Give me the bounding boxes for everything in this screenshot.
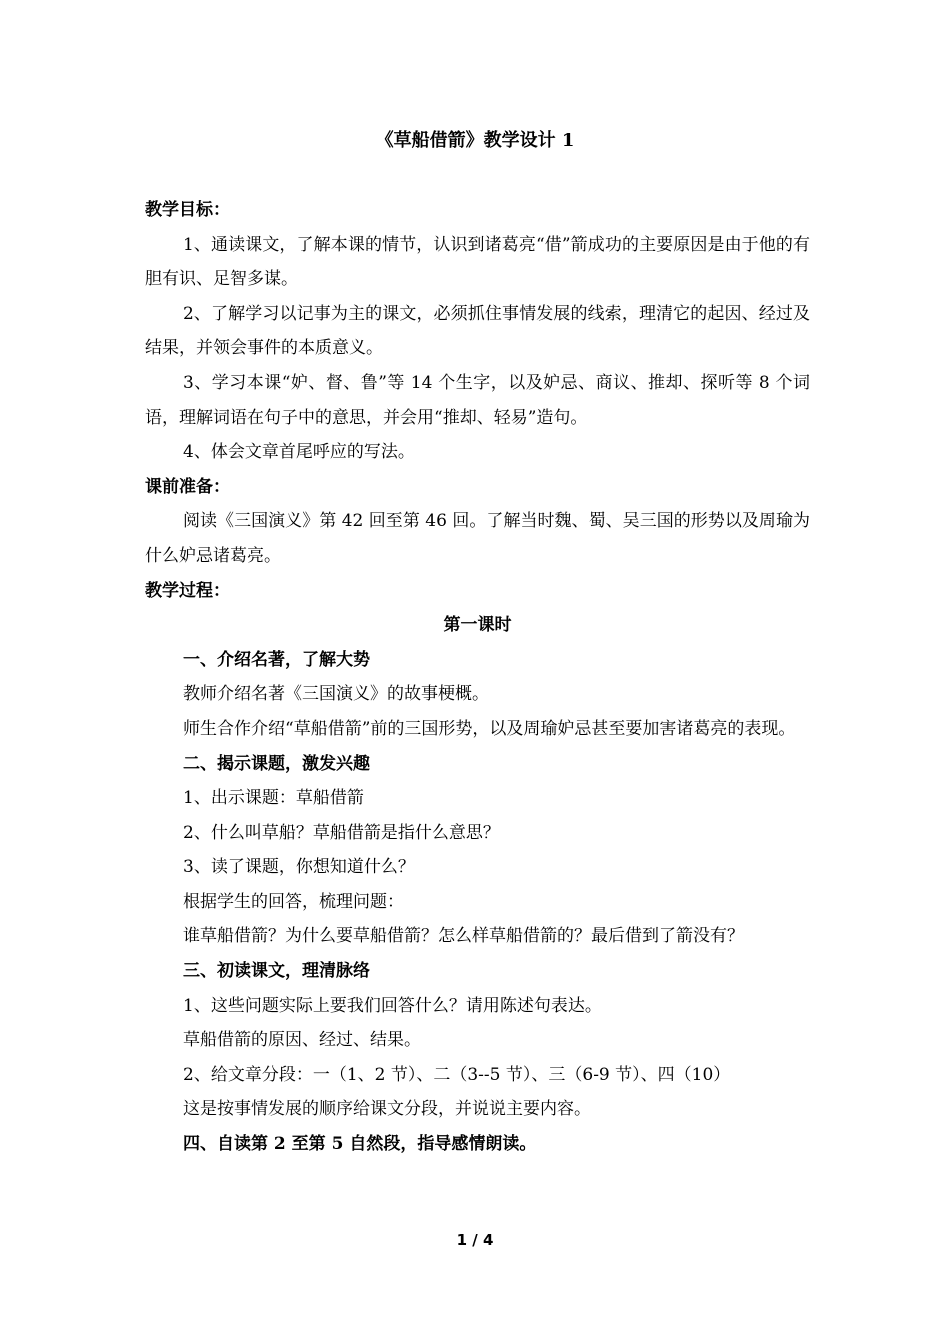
paragraph: 教师介绍名著《三国演义》的故事梗概。 xyxy=(183,684,489,705)
paragraph: 1、通读课文，了解本课的情节，认识到诸葛亮“借”箭成功的主要原因是由于他的有胆有识、足智多谋。 xyxy=(145,234,810,290)
paragraph: 草船借箭的原因、经过、结果。 xyxy=(183,1030,421,1051)
paragraph: 2、了解学习以记事为主的课文，必须抓住事情发展的线索，理清它的起因、经过及结果，并领会事件的本质意义。 xyxy=(145,303,810,359)
paragraph: 根据学生的回答，梳理问题： xyxy=(183,891,404,912)
section-heading-objectives: 教学目标： xyxy=(145,200,230,220)
paragraph: 师生合作介绍“草船借箭”前的三国形势，以及周瑜妒忌甚至要加害诸葛亮的表现。 xyxy=(183,718,796,739)
document-body xyxy=(145,193,810,1162)
document-title: 《草船借箭》教学设计 1 xyxy=(375,130,575,151)
paragraph: 4、体会文章首尾呼应的写法。 xyxy=(183,442,415,463)
subsection-heading: 一、介绍名著，了解大势 xyxy=(183,649,370,670)
paragraph: 这是按事情发展的顺序给课文分段，并说说主要内容。 xyxy=(183,1099,591,1120)
section-heading-preparation: 课前准备： xyxy=(145,476,230,497)
paragraph: 谁草船借箭？为什么要草船借箭？怎么样草船借箭的？最后借到了箭没有？ xyxy=(183,926,744,947)
paragraph: 1、出示课题：草船借箭 xyxy=(183,788,364,809)
page-number: 1 / 4 xyxy=(456,1231,494,1249)
paragraph: 阅读《三国演义》第 42 回至第 46 回。了解当时魏、蜀、吴三国的形势以及周瑜为什么妒忌诸葛亮。 xyxy=(145,511,810,566)
subsection-heading: 四、自读第 2 至第 5 自然段，指导感情朗读。 xyxy=(183,1134,537,1155)
paragraph: 3、读了课题，你想知道什么？ xyxy=(183,857,415,878)
subsection-heading: 二、揭示课题，激发兴趣 xyxy=(183,753,370,774)
paragraph: 2、给文章分段：一（1、2 节）、二（3--5 节）、三（6-9 节）、四（10） xyxy=(183,1064,731,1085)
subsection-heading: 三、初读课文，理清脉络 xyxy=(183,961,370,982)
paragraph: 2、什么叫草船？草船借箭是指什么意思？ xyxy=(183,822,500,843)
lesson-heading: 第一课时 xyxy=(443,615,512,636)
paragraph: 1、这些问题实际上要我们回答什么？请用陈述句表达。 xyxy=(183,995,602,1016)
paragraph: 3、学习本课“妒、督、鲁”等 14 个生字，以及妒忌、商议、推却、探听等 8 个词语，理解词语在句子中的意思，并会用“推却、轻易”造句。 xyxy=(145,372,810,428)
section-heading-process: 教学过程： xyxy=(145,580,230,601)
